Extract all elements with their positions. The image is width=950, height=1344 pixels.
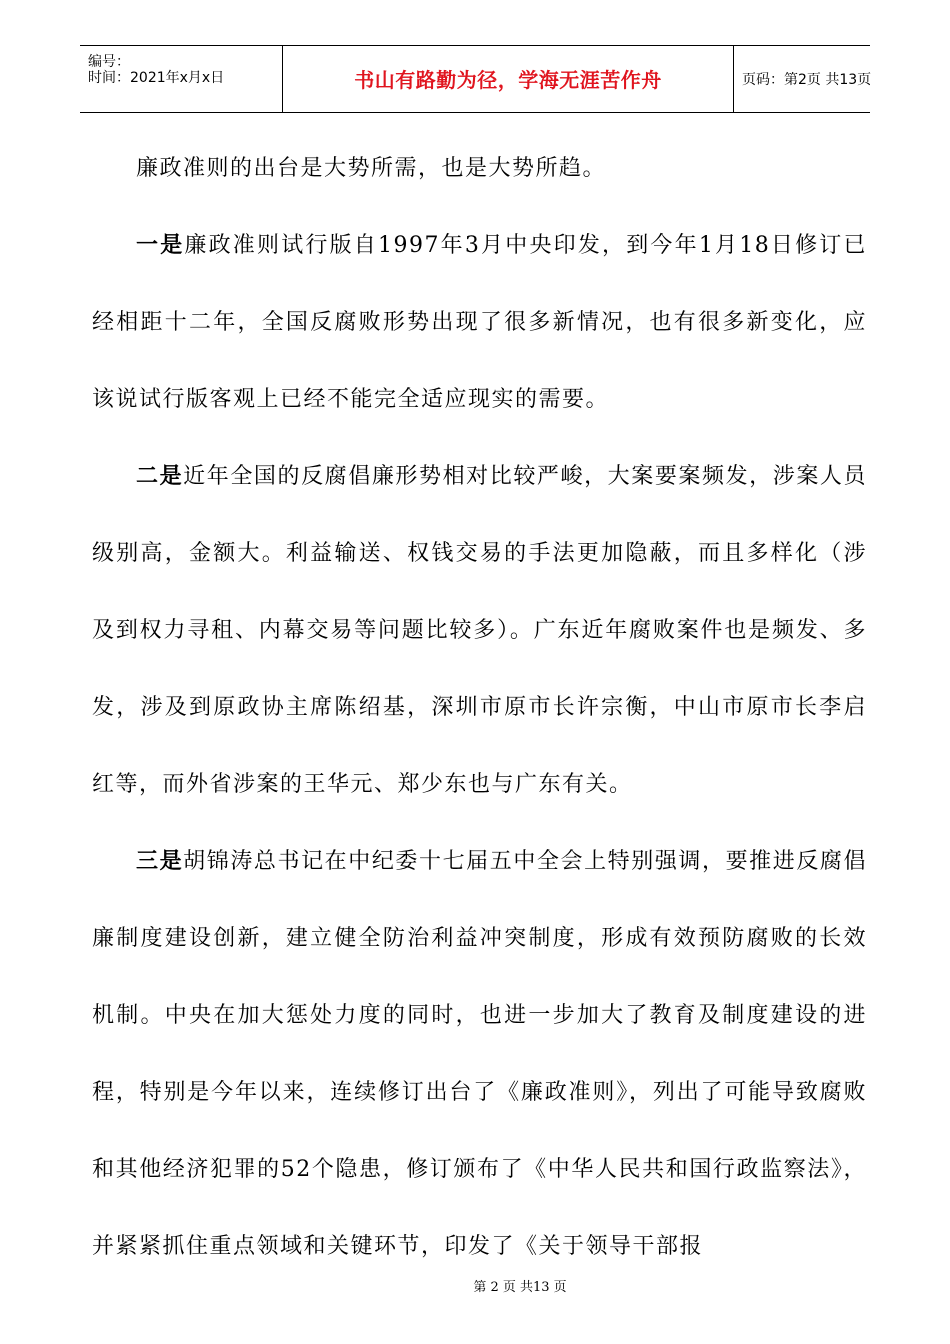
header-motto: 书山有路勤为径，学海无涯苦作舟 (354, 68, 662, 92)
paragraph-2-lead: 一是 (136, 232, 185, 258)
document-header (80, 45, 870, 113)
paragraph-4-lead: 三是 (136, 848, 184, 874)
paragraph-4-text: 胡锦涛总书记在中纪委十七届五中全会上特别强调，要推进反腐倡廉制度建设创新，建立健全防治利益冲突制度，形成有效预防腐败的长效机制。中央在加大惩处力度的同时，也进一步加大了教育及制度建设的进程，特别是今年以来，连续修订出台了《廉政准则》，列出了可能导致腐败和其他经济犯罪的52个隐患，修订颁布了《中华人民共和国行政监察法》，并紧紧抓住重点领域和关键环节，印发了《关于领导干部报 (92, 849, 867, 1259)
paragraph-4 (92, 823, 867, 1285)
paragraph-3 (92, 438, 867, 823)
header-motto-cell (282, 46, 734, 112)
header-page-cell (734, 46, 870, 112)
paragraph-2-text: 廉政准则试行版自1997年3月中央印发，到今年1月18日修订已经相距十二年，全国反腐败形势出现了很多新情况，也有很多新变化，应该说试行版客观上已经不能完全适应现实的需要。 (92, 233, 867, 412)
paragraph-3-text: 近年全国的反腐倡廉形势相对比较严峻，大案要案频发，涉案人员级别高，金额大。利益输送、权钱交易的手法更加隐蔽，而且多样化（涉及到权力寻租、内幕交易等问题比较多）。广东近年腐败案件也是频发、多发，涉及到原政协主席陈绍基，深圳市原市长许宗衡，中山市原市长李启红等，而外省涉案的王华元、郑少东也与广东有关。 (92, 464, 867, 797)
document-number-label: 编号： (88, 54, 130, 70)
page-footer: 第 2 页 共13 页 (473, 1280, 567, 1295)
paragraph-2 (92, 207, 867, 438)
header-page-info: 页码：第2页 共13页 (742, 72, 872, 88)
paragraph-1 (92, 130, 867, 207)
document-time-label: 时间：2021年x月x日 (88, 70, 225, 86)
paragraph-1-text: 廉政准则的出台是大势所需，也是大势所趋。 (136, 156, 607, 181)
paragraph-3-lead: 二是 (136, 463, 184, 489)
header-meta-cell (80, 46, 282, 112)
document-body (92, 130, 867, 1285)
